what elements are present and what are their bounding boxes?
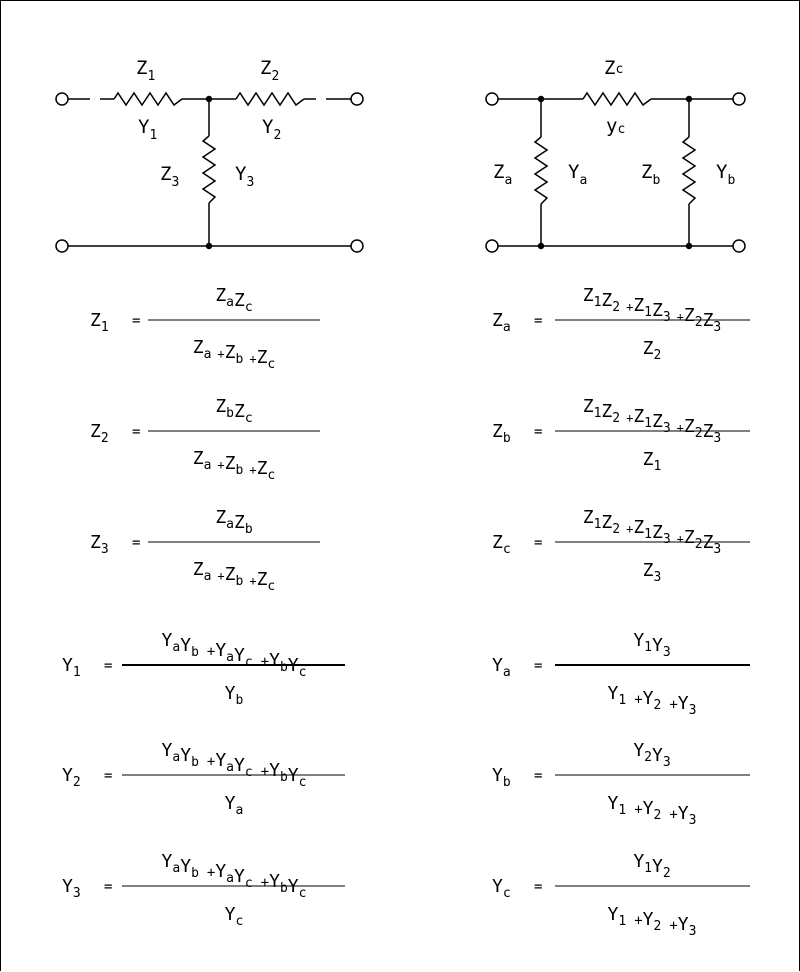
eq-z2-numerator: $Z_bZ_c$ <box>215 396 253 426</box>
eq-z1-equals: = <box>132 313 141 329</box>
pi-label-za: $Z_a$ <box>493 161 513 188</box>
resistor-zc <box>583 93 651 105</box>
pi-terminal-bottom-right <box>733 240 745 252</box>
eq-y1-numerator: $Y_aY_b +Y_aY_c +Y_bY_c$ <box>161 630 307 680</box>
tee-label-z3: $Z_3$ <box>160 163 180 190</box>
eq-yc-equals: = <box>534 879 543 895</box>
eq-y1-equals: = <box>104 658 113 674</box>
eq-yc-denominator: $Y_1 +Y_2 +Y_3$ <box>607 904 697 939</box>
eq-z1-lhs: $Z_1$ <box>90 310 109 335</box>
eq-y3-equals: = <box>104 879 113 895</box>
eq-z1-denominator: $Z_a +Z_b +Z_c$ <box>192 337 276 372</box>
eq-y2-lhs: $Y_2$ <box>62 765 81 790</box>
tee-terminal-top-left <box>56 93 68 105</box>
eq-ya-lhs: $Y_a$ <box>492 655 511 680</box>
eq-z3-lhs: $Z_3$ <box>90 532 109 557</box>
eq-zc-lhs: $Z_c$ <box>492 532 511 557</box>
eq-zb-denominator: $Z_1$ <box>642 449 662 474</box>
pi-terminal-top-right <box>733 93 745 105</box>
resistor-z2 <box>236 93 304 105</box>
eq-z3-equals: = <box>132 535 141 551</box>
eq-y1-lhs: $Y_1$ <box>62 655 81 680</box>
eq-za-numerator: $Z_1Z_2 +Z_1Z_3 +Z_2Z_3$ <box>582 285 722 335</box>
eq-yb-lhs: $Y_b$ <box>492 765 511 790</box>
eq-za-lhs: $Z_a$ <box>492 310 511 335</box>
tee-label-y1: $Y_1$ <box>138 116 158 143</box>
eq-y2-denominator: $Y_a$ <box>224 793 244 818</box>
tee-terminal-bottom-right <box>351 240 363 252</box>
resistor-za <box>535 137 547 204</box>
resistor-zb <box>683 137 695 204</box>
eq-z2-equals: = <box>132 424 141 440</box>
pi-label-zb: $Z_b$ <box>641 161 661 188</box>
eq-z3-denominator: $Z_a +Z_b +Z_c$ <box>192 559 276 594</box>
eq-zc-equals: = <box>534 535 543 551</box>
equations-group <box>62 285 721 939</box>
eq-zc-numerator: $Z_1Z_2 +Z_1Z_3 +Z_2Z_3$ <box>582 507 722 557</box>
resistor-z1 <box>114 93 182 105</box>
eq-yb-numerator: $Y_2Y_3$ <box>633 740 671 770</box>
tee-label-y3: $Y_3$ <box>235 163 255 190</box>
eq-yb-equals: = <box>534 768 543 784</box>
eq-zb-equals: = <box>534 424 543 440</box>
eq-y3-numerator: $Y_aY_b +Y_aY_c +Y_bY_c$ <box>161 851 307 901</box>
tee-label-z2: $Z_2$ <box>260 57 280 84</box>
pi-label-yb: $Y_b$ <box>716 161 736 188</box>
eq-zc-denominator: $Z_3$ <box>642 560 662 585</box>
eq-ya-equals: = <box>534 658 543 674</box>
eq-y2-numerator: $Y_aY_b +Y_aY_c +Y_bY_c$ <box>161 740 307 790</box>
eq-ya-denominator: $Y_1 +Y_2 +Y_3$ <box>607 683 697 718</box>
tee-terminal-bottom-left <box>56 240 68 252</box>
pi-label-ya: $Y_a$ <box>568 161 588 188</box>
eq-z2-denominator: $Z_a +Z_b +Z_c$ <box>192 448 276 483</box>
eq-ya-numerator: $Y_1Y_3$ <box>633 630 671 660</box>
pi-terminal-top-left <box>486 93 498 105</box>
eq-y3-denominator: $Y_c$ <box>224 904 244 929</box>
tee-label-z1: $Z_1$ <box>136 57 156 84</box>
tee-terminal-top-right <box>351 93 363 105</box>
eq-za-denominator: $Z_2$ <box>642 338 662 363</box>
tee-label-y2: $Y_2$ <box>262 116 282 143</box>
eq-za-equals: = <box>534 313 543 329</box>
eq-z1-numerator: $Z_aZ_c$ <box>215 285 253 315</box>
eq-y1-denominator: $Y_b$ <box>224 683 244 708</box>
pi-label-zc: Zc <box>604 57 624 79</box>
eq-z3-numerator: $Z_aZ_b$ <box>215 507 253 537</box>
eq-z2-lhs: $Z_2$ <box>90 421 109 446</box>
eq-yc-lhs: $Y_c$ <box>492 876 511 901</box>
pi-terminal-bottom-left <box>486 240 498 252</box>
resistor-z3 <box>203 136 215 203</box>
eq-zb-numerator: $Z_1Z_2 +Z_1Z_3 +Z_2Z_3$ <box>582 396 722 446</box>
eq-yc-numerator: $Y_1Y_2$ <box>633 851 671 881</box>
eq-zb-lhs: $Z_b$ <box>492 421 511 446</box>
eq-y3-lhs: $Y_3$ <box>62 876 81 901</box>
eq-yb-denominator: $Y_1 +Y_2 +Y_3$ <box>607 793 697 828</box>
pi-label-yc: yc <box>606 115 626 137</box>
eq-y2-equals: = <box>104 768 113 784</box>
